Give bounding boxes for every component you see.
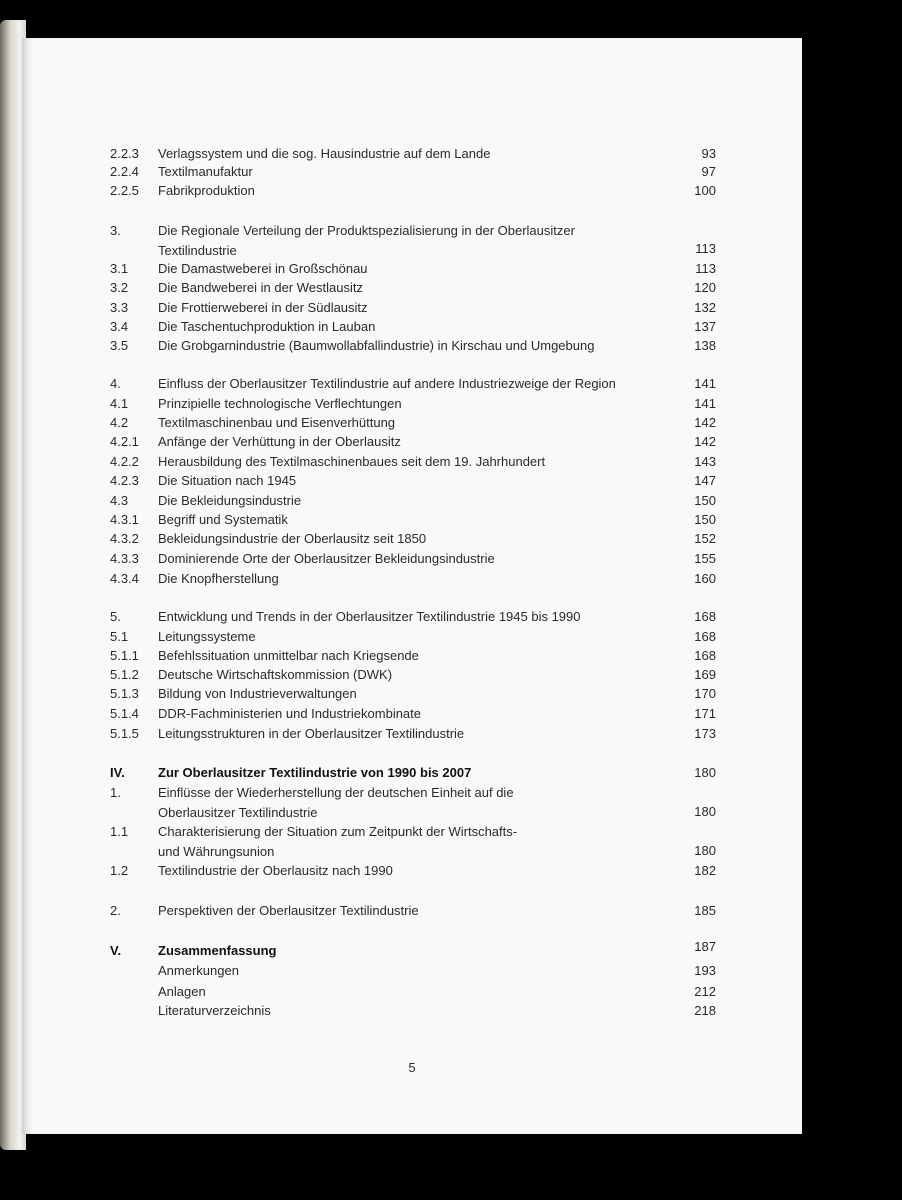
toc-entry-number: 3.4 xyxy=(110,319,129,334)
toc-entry-title-line: Deutsche Wirtschaftskommission (DWK) xyxy=(158,667,393,682)
toc-entry-title xyxy=(158,765,638,781)
toc-entry-page: 168 xyxy=(694,609,716,624)
toc-entry-title xyxy=(158,512,638,528)
toc-entry-title-line: Anfänge der Verhüttung in der Oberlausitz xyxy=(158,434,401,449)
toc-entry-number: 2. xyxy=(110,903,121,918)
toc-entry-number: 5.1.5 xyxy=(110,726,139,741)
toc-entry-title xyxy=(158,943,638,959)
toc-entry-title xyxy=(158,223,638,259)
toc-entry-title-line: Textilindustrie der Oberlausitz nach 1990 xyxy=(158,863,393,878)
toc-entry-page: 100 xyxy=(694,183,716,198)
toc-entry-number: 4.2.1 xyxy=(110,434,139,449)
toc-entry-page: 138 xyxy=(694,338,716,353)
toc-entry-number: 2.2.3 xyxy=(110,146,139,161)
toc-entry-page: 185 xyxy=(694,903,716,918)
toc-entry-title-line: Entwicklung und Trends in der Oberlausitzer Textilindustrie 1945 bis 1990 xyxy=(158,609,581,624)
toc-entry-page: 97 xyxy=(701,164,716,179)
toc-entry-number: 4.3.1 xyxy=(110,512,139,527)
toc-entry-title-line: Textilmaschinenbau und Eisenverhüttung xyxy=(158,415,396,430)
toc-entry-page: 142 xyxy=(694,434,716,449)
toc-entry-title xyxy=(158,376,638,392)
toc-entry-title-line: Die Bekleidungsindustrie xyxy=(158,493,302,508)
toc-entry-title-line: Bekleidungsindustrie der Oberlausitz seit 1850 xyxy=(158,531,427,546)
toc-entry-number: 4.2 xyxy=(110,415,129,430)
toc-entry-number: 4. xyxy=(110,376,121,391)
toc-entry-title-line: Die Situation nach 1945 xyxy=(158,473,297,488)
toc-entry-title-line: Literaturverzeichnis xyxy=(158,1003,271,1018)
toc-entry-title xyxy=(158,319,638,335)
toc-entry-number: 3.5 xyxy=(110,338,129,353)
toc-entry-title xyxy=(158,454,638,470)
toc-entry-title-line: Die Regionale Verteilung der Produktspezialisierung in der Oberlausitzer xyxy=(158,223,575,238)
toc-entry-title-line: Verlagssystem und die sog. Hausindustrie auf dem Lande xyxy=(158,146,491,161)
toc-entry-number: 4.2.2 xyxy=(110,454,139,469)
toc-entry-page: 142 xyxy=(694,415,716,430)
toc-entry-number: IV. xyxy=(110,765,125,780)
toc-entry-number: 5. xyxy=(110,609,121,624)
toc-entry-title xyxy=(158,551,638,567)
toc-entry-title-line: Leitungsstrukturen in der Oberlausitzer Textilindustrie xyxy=(158,726,465,741)
toc-entry-title xyxy=(158,609,638,625)
toc-entry-title xyxy=(158,396,638,412)
toc-entry-page: 141 xyxy=(694,376,716,391)
toc-entry-number: 4.3.3 xyxy=(110,551,139,566)
toc-entry-title xyxy=(158,863,638,879)
toc-entry-page: 168 xyxy=(694,648,716,663)
toc-entry-title-line: und Währungsunion xyxy=(158,844,275,859)
toc-entry-title-line: Die Damastweberei in Großschönau xyxy=(158,261,368,276)
toc-entry-number: 4.3 xyxy=(110,493,129,508)
toc-entry-page: 113 xyxy=(695,241,716,256)
toc-entry-title-line: Leitungssysteme xyxy=(158,629,256,644)
toc-entry-title xyxy=(158,146,638,162)
toc-entry-title-line: Befehlssituation unmittelbar nach Kriegsende xyxy=(158,648,419,663)
toc-entry-page: 180 xyxy=(694,804,716,819)
toc-entry-title-line: Zusammenfassung xyxy=(158,943,277,958)
toc-entry-title-line: Begriff und Systematik xyxy=(158,512,288,527)
toc-entry-title-line: Anmerkungen xyxy=(158,963,239,978)
toc-entry-title-line: Dominierende Orte der Oberlausitzer Bekleidungsindustrie xyxy=(158,551,495,566)
toc-entry-title xyxy=(158,629,638,645)
toc-entry-title xyxy=(158,261,638,277)
table-of-contents xyxy=(22,38,802,1134)
toc-entry-title xyxy=(158,903,638,919)
toc-entry-number: 3. xyxy=(110,223,121,238)
toc-entry-title-line: Herausbildung des Textilmaschinenbaues seit dem 19. Jahrhundert xyxy=(158,454,546,469)
toc-entry-page: 160 xyxy=(694,571,716,586)
toc-entry-title xyxy=(158,1003,638,1019)
toc-entry-number: 5.1.4 xyxy=(110,706,139,721)
toc-entry-number: 3.1 xyxy=(110,261,129,276)
toc-entry-page: 171 xyxy=(694,706,716,721)
toc-entry-title xyxy=(158,434,638,450)
toc-entry-page: 120 xyxy=(694,280,716,295)
toc-entry-page: 155 xyxy=(694,551,716,566)
toc-entry-page: 170 xyxy=(694,686,716,701)
toc-entry-title-line: Bildung von Industrieverwaltungen xyxy=(158,686,357,701)
page-number: 5 xyxy=(408,1060,416,1075)
toc-entry-title xyxy=(158,571,638,587)
document-page xyxy=(22,38,802,1134)
toc-entry-title-line: Die Frottierweberei in der Südlausitz xyxy=(158,300,368,315)
toc-entry-number: 4.1 xyxy=(110,396,129,411)
toc-entry-number: 2.2.5 xyxy=(110,183,139,198)
toc-entry-title xyxy=(158,415,638,431)
toc-entry-number: 5.1.1 xyxy=(110,648,139,663)
toc-entry-page: 150 xyxy=(694,512,716,527)
toc-entry-page: 180 xyxy=(694,765,716,780)
toc-entry-page: 150 xyxy=(694,493,716,508)
toc-entry-number: 5.1 xyxy=(110,629,129,644)
toc-entry-number: 1. xyxy=(110,785,121,800)
toc-entry-title-line: Die Bandweberei in der Westlausitz xyxy=(158,280,363,295)
toc-entry-title-line: Die Grobgarnindustrie (Baumwollabfallindustrie) in Kirschau und Umgebung xyxy=(158,338,595,353)
toc-entry-title xyxy=(158,473,638,489)
toc-entry-title-line: Textilindustrie xyxy=(158,243,237,258)
toc-entry-page: 218 xyxy=(694,1003,716,1018)
toc-entry-page: 180 xyxy=(694,843,716,858)
toc-entry-number: 5.1.3 xyxy=(110,686,139,701)
toc-entry-page: 113 xyxy=(695,261,716,276)
toc-entry-title xyxy=(158,531,638,547)
toc-entry-title xyxy=(158,493,638,509)
toc-entry-title xyxy=(158,824,638,860)
toc-entry-title-line: Die Knopfherstellung xyxy=(158,571,279,586)
toc-entry-title xyxy=(158,984,638,1000)
toc-entry-title-line: Oberlausitzer Textilindustrie xyxy=(158,805,318,820)
toc-entry-title-line: Anlagen xyxy=(158,984,206,999)
toc-entry-page: 143 xyxy=(694,454,716,469)
toc-entry-page: 137 xyxy=(694,319,716,334)
toc-entry-title xyxy=(158,183,638,199)
toc-entry-title-line: Textilmanufaktur xyxy=(158,164,253,179)
toc-entry-page: 193 xyxy=(694,963,716,978)
toc-entry-title xyxy=(158,785,638,821)
toc-entry-title xyxy=(158,648,638,664)
toc-entry-page: 152 xyxy=(694,531,716,546)
toc-entry-number: 3.2 xyxy=(110,280,129,295)
toc-entry-title xyxy=(158,164,638,180)
toc-entry-page: 212 xyxy=(694,984,716,999)
toc-entry-title xyxy=(158,686,638,702)
toc-entry-page: 168 xyxy=(694,629,716,644)
toc-entry-number: 5.1.2 xyxy=(110,667,139,682)
toc-entry-title xyxy=(158,667,638,683)
toc-entry-page: 141 xyxy=(694,396,716,411)
toc-entry-page: 182 xyxy=(694,863,716,878)
toc-entry-title xyxy=(158,300,638,316)
toc-entry-title-line: Einfluss der Oberlausitzer Textilindustrie auf andere Industriezweige der Region xyxy=(158,376,616,391)
toc-entry-title xyxy=(158,963,638,979)
toc-entry-page: 169 xyxy=(694,667,716,682)
toc-entry-number: 1.2 xyxy=(110,863,129,878)
toc-entry-number: 1.1 xyxy=(110,824,129,839)
toc-entry-title-line: Einflüsse der Wiederherstellung der deutschen Einheit auf die xyxy=(158,785,514,800)
toc-entry-title-line: Zur Oberlausitzer Textilindustrie von 1990 bis 2007 xyxy=(158,765,472,780)
toc-entry-title-line: Prinzipielle technologische Verflechtungen xyxy=(158,396,402,411)
toc-entry-title-line: Charakterisierung der Situation zum Zeitpunkt der Wirtschafts- xyxy=(158,824,518,839)
toc-entry-title-line: Die Taschentuchproduktion in Lauban xyxy=(158,319,376,334)
toc-entry-number: V. xyxy=(110,943,122,958)
toc-entry-title xyxy=(158,338,638,354)
toc-entry-number: 2.2.4 xyxy=(110,164,139,179)
toc-entry-title xyxy=(158,706,638,722)
toc-entry-number: 4.3.2 xyxy=(110,531,139,546)
toc-entry-number: 4.2.3 xyxy=(110,473,139,488)
toc-entry-page: 93 xyxy=(701,146,716,161)
toc-entry-title xyxy=(158,726,638,742)
toc-entry-title xyxy=(158,280,638,296)
toc-entry-title-line: Fabrikproduktion xyxy=(158,183,255,198)
toc-entry-page: 173 xyxy=(694,726,716,741)
toc-entry-page: 187 xyxy=(694,939,716,954)
toc-entry-number: 4.3.4 xyxy=(110,571,139,586)
toc-entry-title-line: Perspektiven der Oberlausitzer Textilindustrie xyxy=(158,903,419,918)
toc-entry-number: 3.3 xyxy=(110,300,129,315)
toc-entry-page: 147 xyxy=(694,473,716,488)
toc-entry-page: 132 xyxy=(694,300,716,315)
toc-entry-title-line: DDR-Fachministerien und Industriekombinate xyxy=(158,706,422,721)
